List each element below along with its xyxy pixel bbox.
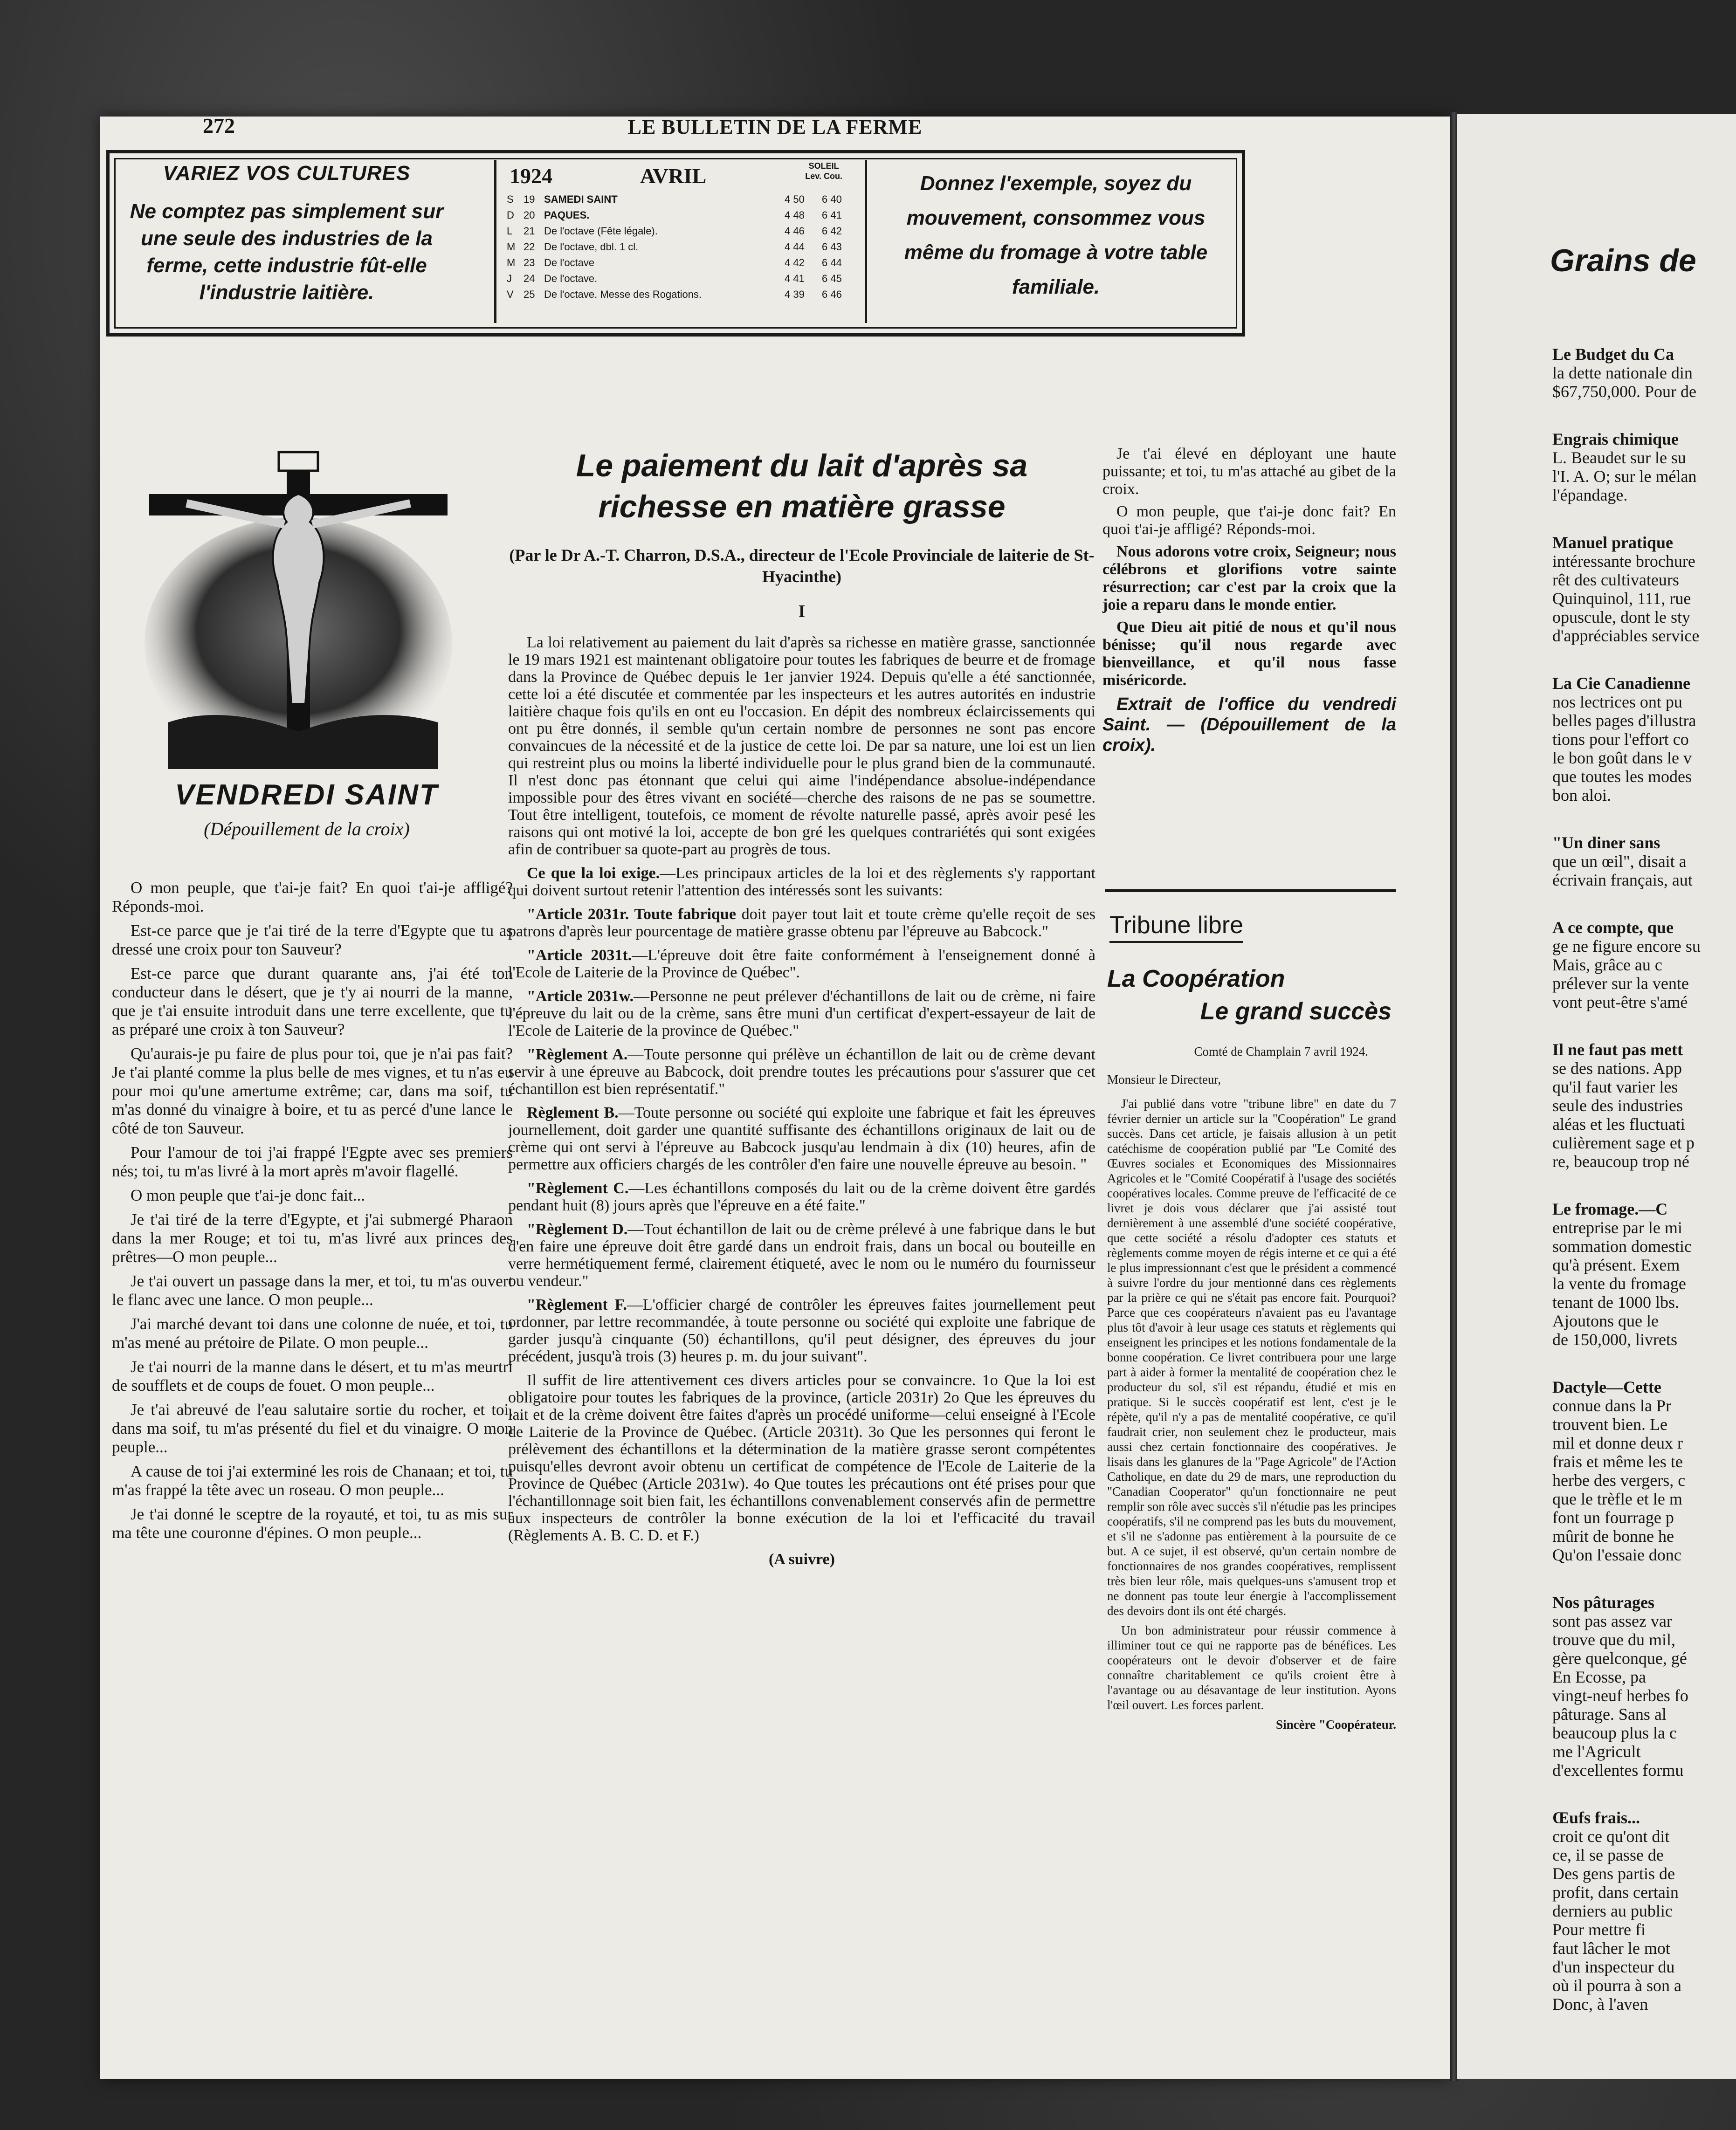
next-page-paragraph: Nos pâturages sont pas assez var trouve que du mil, gère quelconque, gé En Ecosse, pa vingt-neuf herbes fo pâturage. Sans al beaucoup plus la c me l'Agricult d'excellentes formu <box>1552 1593 1688 1780</box>
vendredi-paragraph: Est-ce parce que je t'ai tiré de la terre d'Egypte que tu as dressé une croix pour ton Sauveur? <box>112 921 513 958</box>
calendar-lev: 4 39 <box>785 289 805 300</box>
next-page-paragraph: A ce compte, que ge ne figure encore su Mais, grâce au c prélever sur la vente vont peut-être s'amé <box>1552 918 1701 1011</box>
calendar-num: 21 <box>524 225 535 237</box>
tip-text: Ne comptez pas simplement sur une seule des industries de la ferme, cette industrie fût-elle l'industrie laitière. <box>130 200 444 304</box>
vendredi-paragraph: Je t'ai ouvert un passage dans la mer, et toi, tu m'as ouvert le flanc avec une lance. O mon peuple... <box>112 1272 513 1309</box>
calendar-day: V <box>507 289 514 300</box>
article-conclusion: Il suffit de lire attentivement ces divers articles pour se convaincre. 1o Que la loi est obligatoire pour toutes les fabriques de la province, (article 2031r) 2o Que les épreuves du lait et de la crème doivent être faites d'après un procédé uniforme—celui enseigné à l'Ecole de Laiterie de la Province de Québec. (Article 2031t). 3o Que les personnes qui feront le prélèvement des échantillons et la détermination de la matière grasse seront compétentes puisqu'elles devront avoir obtenu un certificat de compétence de l'Ecole de Laiterie de la Province de Québec (Article 2031w). 4o Que toutes les précautions ont été prises pour que l'échantillonnage soit bien fait, les échantillons convenablement conservés afin de permettre aux inspecteurs de contrôler la bonne exécution de la loi et l'efficacité du travail (Règlements A. B. C. D. et F.) <box>508 1372 1095 1544</box>
tribune-heading: Tribune libre <box>1109 911 1243 943</box>
vendredi-paragraph: Qu'aurais-je pu faire de plus pour toi, que je n'ai pas fait? Je t'ai planté comme la plus belle de mes vignes, et tu n'as eu pour moi qu'une amertume extrême; car, dans ma soif, tu m'as donné du vinaigre à boire, et tu as percé d'une lance le côté de ton Sauveur. <box>112 1044 513 1137</box>
soleil-header: SOLEIL Lev. Cou. <box>805 161 842 181</box>
calendar-lev: 4 46 <box>785 225 805 237</box>
article-paragraph: "Règlement F.—L'officier chargé de contrôler les épreuves faites journellement peut ordonner, par lettre recommandée, à toute personne ou société qui exploite une fabrique de garder jusqu'à cinquante (50) échantillons, qu'il peut désigner, des épreuves du jour précédent, jusqu'à trois (3) heures p. m. du jour suivant". <box>508 1296 1095 1365</box>
calendar-cou: 6 45 <box>822 273 842 284</box>
calendar-cou: 6 42 <box>822 225 842 237</box>
calendar-day: J <box>507 273 512 284</box>
next-page-paragraph: Engrais chimique L. Beaudet sur le su l'I. A. O; sur le mélan l'épandage. <box>1552 430 1697 504</box>
article-paragraph: "Règlement A.—Toute personne qui prélève un échantillon de lait ou de crème devant servir à une épreuve au Babcock, doit prendre toutes les précautions pour s'assurer que cet échantillon est bien représentatif." <box>508 1046 1095 1098</box>
tip-heading: VARIEZ VOS CULTURES <box>163 162 411 185</box>
article-body <box>508 634 1095 1574</box>
calendar-num: 24 <box>524 273 535 284</box>
next-page-column <box>1552 345 1736 2042</box>
running-header <box>100 105 1450 147</box>
crucifix-illustration <box>131 443 466 778</box>
vendredi-paragraph: Je t'ai nourri de la manne dans le désert, et tu m'as meurtri de soufflets et de coups de fouet. O mon peuple... <box>112 1358 513 1395</box>
next-page-paragraph: La Cie Canadienne nos lectrices ont pu belles pages d'illustra tions pour l'effort co le bon goût dans le v que toutes les modes bon aloi. <box>1552 674 1696 804</box>
calendar-year: 1924 <box>510 164 552 188</box>
article-paragraph: "Règlement D.—Tout échantillon de lait ou de crème prélevé à une fabrique dans le but d'en faire une épreuve doit être gardé dans un endroit frais, dans un bocal ou bouteille en verre hermétiquement fermé, clairement étiqueté, avec le nom ou le numéro du fournisseur ou vendeur." <box>508 1221 1095 1290</box>
coop-title: La Coopération Le grand succès <box>1107 965 1392 1025</box>
next-page-title: Grains de <box>1550 243 1696 278</box>
calendar-day: M <box>507 257 516 268</box>
vendredi-paragraph: A cause de toi j'ai exterminé les rois de Chanaan; et toi, tu m'as frappé la tête avec un roseau. O mon peuple... <box>112 1462 513 1499</box>
page-number: 272 <box>203 114 235 137</box>
coop-body: J'ai publié dans votre "tribune libre" en date du 7 février dernier un article sur la "Coopération" Le grand succès. Dans cet article, je faisais allusion à un petit catéchisme de coopération publié par "Le Comité des Œuvres sociales et Economiques des Missionnaires Agricoles et le "Comité Coopératif à l'usage des sociétés coopératives locales. Comme preuve de l'efficacité de ce livret je dois vous déclarer que j'ai assisté tout dernièrement à une assemblé d'une société coopérative, que cette société a résolu d'adopter ces statuts et règlements comme moyen de régis interne et ce qui a été le plus impressionnant c'est que le président a commencé à suivre l'ordre du jour mentionné dans ces règlements par la prière ce qui ne s'était pas encore fait. Pourquoi? Parce que ces coopérateurs n'avaient pas eu l'avantage plus tôt d'avoir à leur usage ces statuts et règlements qui enseignent les principes et les notions fondamentale de la bonne coopération. Ce livret contribuera pour une large part à aider à former la mentalité de coopération chez le producteur du sol, s'il est répandu, étudié et mis en pratique. Si le succès coopératif est lent, c'est je le répète, qu'il n'y a pas de mentalité coopérative, ce qu'il faudrait crier, non seulement chez le producteur, mais aussi chez certain fonctionnaire des coopératives. Je lisais dans les glanures de la "Page Agricole" de l'Action Catholique, en date du 29 de mars, une reproduction du "Canadian Cooperator" qu'un fonctionnaire ne peut remplir son rôle avec succès s'il n'étudie pas les principes coopératifs, s'il ne comprend pas les buts du mouvement, et s'il ne s'adonne pas entièrement à la poursuite de ce but. A ce sujet, il est observé, qu'un certain nombre de fonctionnaires de nos grandes coopératives, remplissent très bien leur rôle, mais quelques-uns s'amusent trop et ne donnent pas toute leur énergie à l'accomplissement des devoirs dont ils ont été chargés. <box>1107 1097 1396 1618</box>
vendredi-title: VENDREDI SAINT <box>175 779 439 811</box>
article-title: Le paiement du lait d'après sa richesse en matière grasse <box>576 448 1028 524</box>
calendar-lev: 4 42 <box>785 257 805 268</box>
calendar-day: S <box>507 193 514 205</box>
calendar-cou: 6 43 <box>822 241 842 253</box>
tip-left <box>119 162 455 306</box>
next-page-paragraph: Il ne faut pas mett se des nations. App qu'il faut varier les seule des industries aléas et les fluctuati culièrement sage et p re, beaucoup trop né <box>1552 1040 1695 1171</box>
article-byline: (Par le Dr A.-T. Charron, D.S.A., directeur de l'Ecole Provinciale de laiterie de St-Hyacinthe) <box>509 546 1095 586</box>
vendredi-paragraph: Je t'ai donné le sceptre de la royauté, et toi, tu as mis sur ma tête une couronne d'épines. O mon peuple... <box>112 1505 513 1542</box>
calendar-row <box>505 255 856 271</box>
calendar-num: 23 <box>524 257 535 268</box>
vendredi-text <box>112 879 513 1548</box>
vendredi-paragraph: O mon peuple que t'ai-je donc fait... <box>131 1186 365 1204</box>
next-page-paragraph: Manuel pratique intéressante brochure rêt des cultivateurs Quinquinol, 111, rue opuscule, dont le sty d'appréciables service <box>1552 533 1700 645</box>
calendar-row <box>505 287 856 302</box>
calendar-num: 25 <box>524 289 535 300</box>
article-intro: La loi relativement au paiement du lait d'après sa richesse en matière grasse, sanctionnée le 19 mars 1921 est maintenant obligatoire pour toutes les fabriques de beurre et de fromage dans la Province de Québec depuis le 1er janvier 1924. Depuis qu'elle a été sanctionnée, cette loi a été discutée et commentée par les inspecteurs et les autres autorités en industrie laitière chaque fois qu'ils en ont eu l'occasion. En dépit des nombreux éclaircissements qui ont pu être donnés, il semble qu'un certain nombre de personnes ne sont pas encore convaincues de la nécessité et de la justice de cette loi. De par sa nature, une loi est un lien qui restreint plus ou moins la liberté individuelle pour le plus grand bien de la communauté. Il n'est donc pas étonnant que celui qui aime l'indépendance absolue-indépendance impossible pour des êtres vivant en société—cherche des raisons de ne pas se soumettre. Tout être intelligent, toutefois, ce moment de révolte naturelle passé, après avoir pesé les raisons qui ont motivé la loi, accepte de bon gré les quelques contrariétés qui sont exigées afin de contribuer sa quote-part au progrès de tous. <box>508 634 1095 858</box>
coop-letter <box>1107 1044 1396 1732</box>
calendar-cou: 6 40 <box>822 193 842 205</box>
article-paragraph: "Règlement C.—Les échantillons composés du lait ou de la crème doivent être gardés pendant huit (8) jours après que l'épreuve en a été faite." <box>508 1180 1095 1214</box>
next-page-paragraph: Dactyle—Cette connue dans la Pr trouvent bien. Le mil et donne deux r frais et même les te herbe des vergers, c que le trèfle et le m font un fourrage p mûrit de bonne he Qu'on l'essaie donc <box>1552 1378 1686 1564</box>
column-rule <box>1105 889 1396 892</box>
calendar-lev: 4 48 <box>785 209 805 221</box>
calendar-row <box>505 192 856 207</box>
vendredi-paragraph: Je t'ai abreuvé de l'eau salutaire sortie du rocher, et toi, dans ma soif, tu m'as présenté du fiel et du vinaigre. O mon peuple... <box>112 1401 513 1456</box>
a-suivre: (A suivre) <box>769 1551 835 1568</box>
calendar-text: PAQUES. <box>544 209 590 221</box>
calendar-day: D <box>507 209 514 221</box>
column-three <box>1102 445 1396 760</box>
coop-signature: Sincère "Coopérateur. <box>1276 1718 1396 1731</box>
calendar-row <box>505 223 856 239</box>
next-page-paragraph: Le Budget du Ca la dette nationale din $67,750,000. Pour de <box>1552 345 1696 401</box>
col3-prayer: Que Dieu ait pitié de nous et qu'il nous bénisse; qu'il nous regarde avec bienveillance, et qu'il nous fasse miséricorde. <box>1102 618 1396 689</box>
vendredi-paragraph: Pour l'amour de toi j'ai frappé l'Egpte avec ses premiers nés; toi, tu m'as livré à la mort après m'avoir flagellé. <box>112 1143 513 1180</box>
col3-prayer: Nous adorons votre croix, Seigneur; nous célébrons et glorifions votre sainte résurrection; car c'est par la croix que la joie a reparu dans le monde entier. <box>1102 543 1396 613</box>
col3-paragraph: Je t'ai élevé en déployant une haute puissante; et toi, tu m'as attaché au gibet de la croix. <box>1102 445 1396 498</box>
article-paragraph: Ce que la loi exige.—Les principaux articles de la loi et des règlements s'y rapportant qui doivent surtout retenir l'attention des intéressés sont les suivants: <box>508 865 1095 899</box>
col3-paragraph: O mon peuple, que t'ai-je donc fait? En quoi t'ai-je affligé? Réponds-moi. <box>1102 503 1396 538</box>
article-paragraph: "Article 2031t.—L'épreuve doit être faite conformément à l'enseignement donné à l'Ecole de Laiterie de la Province de Québec". <box>508 947 1095 981</box>
calendar-text: De l'octave <box>544 257 595 268</box>
article-section: I <box>798 602 806 621</box>
article-paragraph: "Article 2031r. Toute fabrique doit payer tout lait et toute crème qu'elle reçoit de ses patrons d'après leur pourcentage de matière grasse obtenu par l'épreuve au Babcock." <box>508 906 1095 940</box>
calendar-row <box>505 271 856 287</box>
calendar-num: 22 <box>524 241 535 253</box>
calendar-cou: 6 44 <box>822 257 842 268</box>
calendar-day: M <box>507 241 516 253</box>
calendar-lev: 4 41 <box>785 273 805 284</box>
coop-salutation: Monsieur le Directeur, <box>1107 1072 1221 1086</box>
calendar-text: De l'octave. Messe des Rogations. <box>544 289 702 300</box>
col3-extrait: Extrait de l'office du vendredi Saint. — (Dépouillement de la croix). <box>1102 694 1396 755</box>
calendar-lev: 4 44 <box>785 241 805 253</box>
vendredi-paragraph: Je t'ai tiré de la terre d'Egypte, et j'ai submergé Pharaon dans la mer Rouge; et toi tu, m'as livré aux princes des prêtres—O mon peuple... <box>112 1210 513 1266</box>
calendar-rows <box>505 192 856 302</box>
next-page-paragraph: Le fromage.—C entreprise par le mi sommation domestic qu'à présent. Exem la vente du fromage tenant de 1000 lbs. Ajoutons que le de 150,000, livrets <box>1552 1200 1692 1349</box>
calendar-day: L <box>507 225 513 237</box>
calendar-text: De l'octave (Fête légale). <box>544 225 658 237</box>
calendar-row <box>505 207 856 223</box>
calendar <box>494 160 867 323</box>
article-paragraph: "Article 2031w.—Personne ne peut prélever d'échantillons de lait ou de crème, ni faire l'épreuve du lait ou de la crème, sans être muni d'un certificat d'expert-essayeur de lait de l'Ecole de Laiterie de la province de Québec." <box>508 988 1095 1039</box>
next-page-paragraph: Œufs frais... croit ce qu'ont dit ce, il se passe de Des gens partis de profit, dans certain derniers au public Pour mettre fi faut lâcher le mot d'un inspecteur du où il pourra à son a Donc, à l'aven <box>1552 1808 1681 2013</box>
vendredi-subtitle: (Dépouillement de la croix) <box>204 818 410 839</box>
next-page-paragraph: "Un diner sans que un œil", disait a écrivain français, aut <box>1552 833 1693 889</box>
journal-title: LE BULLETIN DE LA FERME <box>627 116 923 138</box>
article-paragraph: Règlement B.—Toute personne ou société qui exploite une fabrique et fait les épreuves journellement, doit garder une quantité suffisante des échantillons originaux de lait ou de crème qui ont servi à l'épreuve au Babcock jusqu'au lendmain à dix (10) heures, afin de permettre aux officiers chargés de les contrôler d'en faire une nouvelle épreuve au besoin. " <box>508 1104 1095 1173</box>
calendar-row <box>505 239 856 255</box>
calendar-cou: 6 41 <box>822 209 842 221</box>
calendar-month: AVRIL <box>640 164 707 188</box>
calendar-text: SAMEDI SAINT <box>544 193 618 205</box>
coop-date: Comté de Champlain 7 avril 1924. <box>1194 1044 1368 1058</box>
vendredi-paragraph: J'ai marché devant toi dans une colonne de nuée, et toi, tu m'as mené au prétoire de Pilate. O mon peuple... <box>112 1315 513 1352</box>
calendar-text: De l'octave. <box>544 273 598 284</box>
calendar-text: De l'octave, dbl. 1 cl. <box>544 241 639 253</box>
vendredi-paragraph: Est-ce parce que durant quarante ans, j'ai été ton conducteur dans le désert, que je t'y ai nourri de la manne, que je t'ai ensuite introduit dans une terre excellente, que tu as préparé une croix à ton Sauveur? <box>112 964 513 1038</box>
vendredi-paragraph: O mon peuple, que t'ai-je fait? En quoi t'ai-je affligé? Réponds-moi. <box>112 879 513 915</box>
coop-note: Un bon administrateur pour réussir commence à illiminer tout ce qui ne rapporte pas de bénéfices. Les coopérateurs ont le devoir d'observer et de faire connaître charitablement ce qu'ils croient être à l'avantage ou au désavantage de leur institution. Ayons l'œil ouvert. Les forces parlent. <box>1107 1623 1396 1712</box>
calendar-num: 20 <box>524 209 535 221</box>
tip-right: Donnez l'exemple, soyez du mouvement, consommez vous même du fromage à votre table familiale. <box>904 172 1208 298</box>
calendar-num: 19 <box>524 193 535 205</box>
calendar-cou: 6 46 <box>822 289 842 300</box>
top-box <box>106 150 1245 337</box>
calendar-lev: 4 50 <box>785 193 805 205</box>
